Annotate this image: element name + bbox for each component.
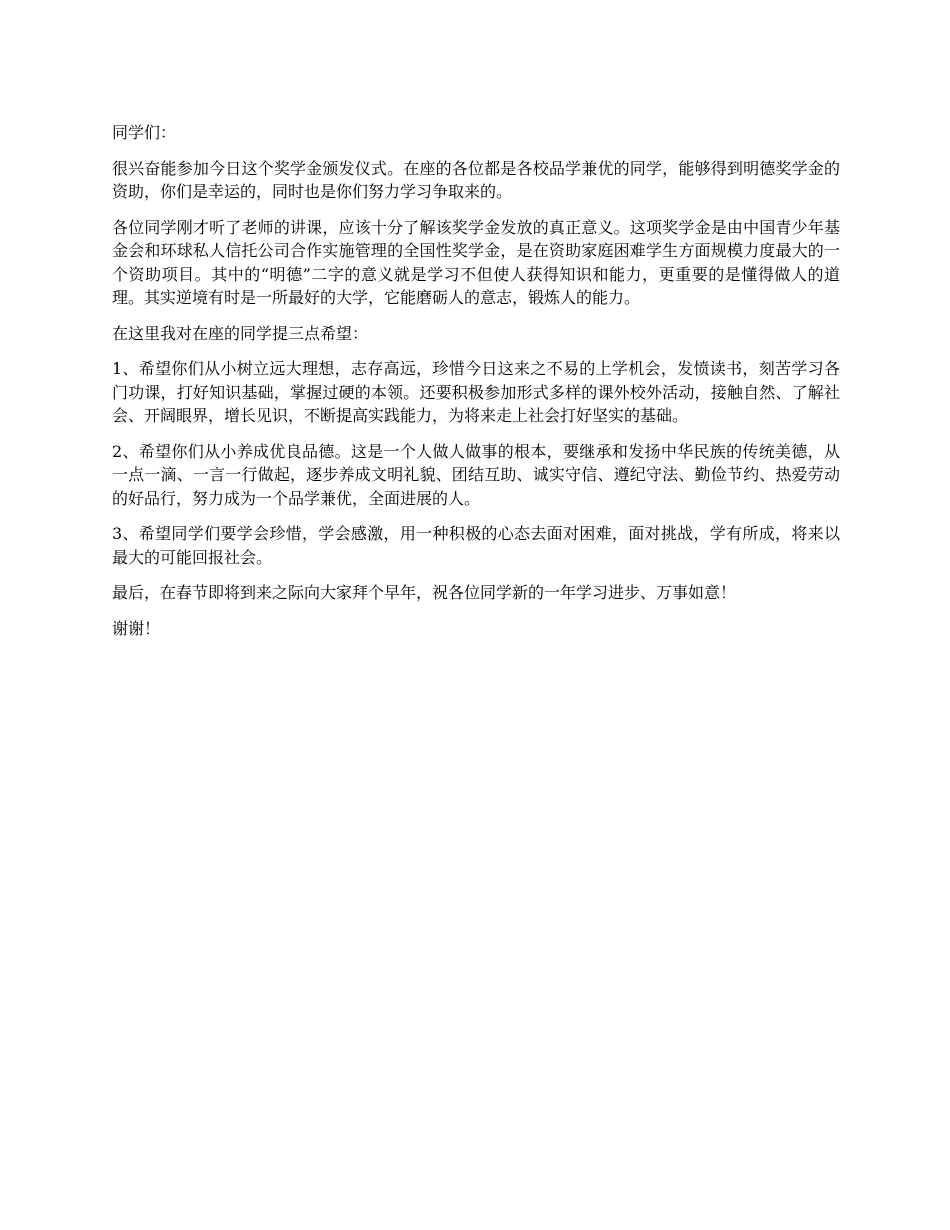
paragraph-hope-3: 3、希望同学们要学会珍惜，学会感激，用一种积极的心态去面对困难，面对挑战，学有所成，将来以最大的可能回报社会。 bbox=[112, 524, 840, 567]
paragraph-hopes-intro: 在这里我对在座的同学提三点希望： bbox=[112, 323, 369, 343]
paragraph-scholarship-meaning: 各位同学刚才听了老师的讲课，应该十分了解该奖学金发放的真正意义。这项奖学金是由中国青少年基金会和环球私人信托公司合作实施管理的全国性奖学金，是在资助家庭困难学生方面规模力度最大的一个资助项目。其中的“明德”二字的意义就是学习不但使人获得知识和能力，更重要的是懂得做人的道理。其实逆境有时是一所最好的大学，它能磨砺人的意志，锻炼人的能力。 bbox=[112, 217, 840, 307]
paragraph-hope-2: 2、希望你们从小养成优良品德。这是一个人做人做事的根本，要继承和发扬中华民族的传统美德，从一点一滴、一言一行做起，逐步养成文明礼貌、团结互助、诚实守信、遵纪守法、勤俭节约、热爱劳动的好品行，努力成为一个品学兼优，全面进展的人。 bbox=[112, 441, 840, 508]
paragraph-intro: 很兴奋能参加今日这个奖学金颁发仪式。在座的各位都是各校品学兼优的同学，能够得到明德奖学金的资助，你们是幸运的，同时也是你们努力学习争取来的。 bbox=[112, 158, 840, 201]
paragraph-hope-1: 1、希望你们从小树立远大理想，志存高远，珍惜今日这来之不易的上学机会，发愤读书，刻苦学习各门功课，打好知识基础，掌握过硬的本领。还要积极参加形式多样的课外校外活动，接触自然、了解社会、开阔眼界，增长见识，不断提高实践能力，为将来走上社会打好坚实的基础。 bbox=[112, 359, 840, 425]
closing: 谢谢！ bbox=[112, 618, 161, 638]
greeting: 同学们： bbox=[112, 123, 177, 142]
paragraph-new-year-wish: 最后，在春节即将到来之际向大家拜个早年，祝各位同学新的一年学习进步、万事如意！ bbox=[112, 583, 737, 602]
speech-body bbox=[112, 121, 840, 652]
